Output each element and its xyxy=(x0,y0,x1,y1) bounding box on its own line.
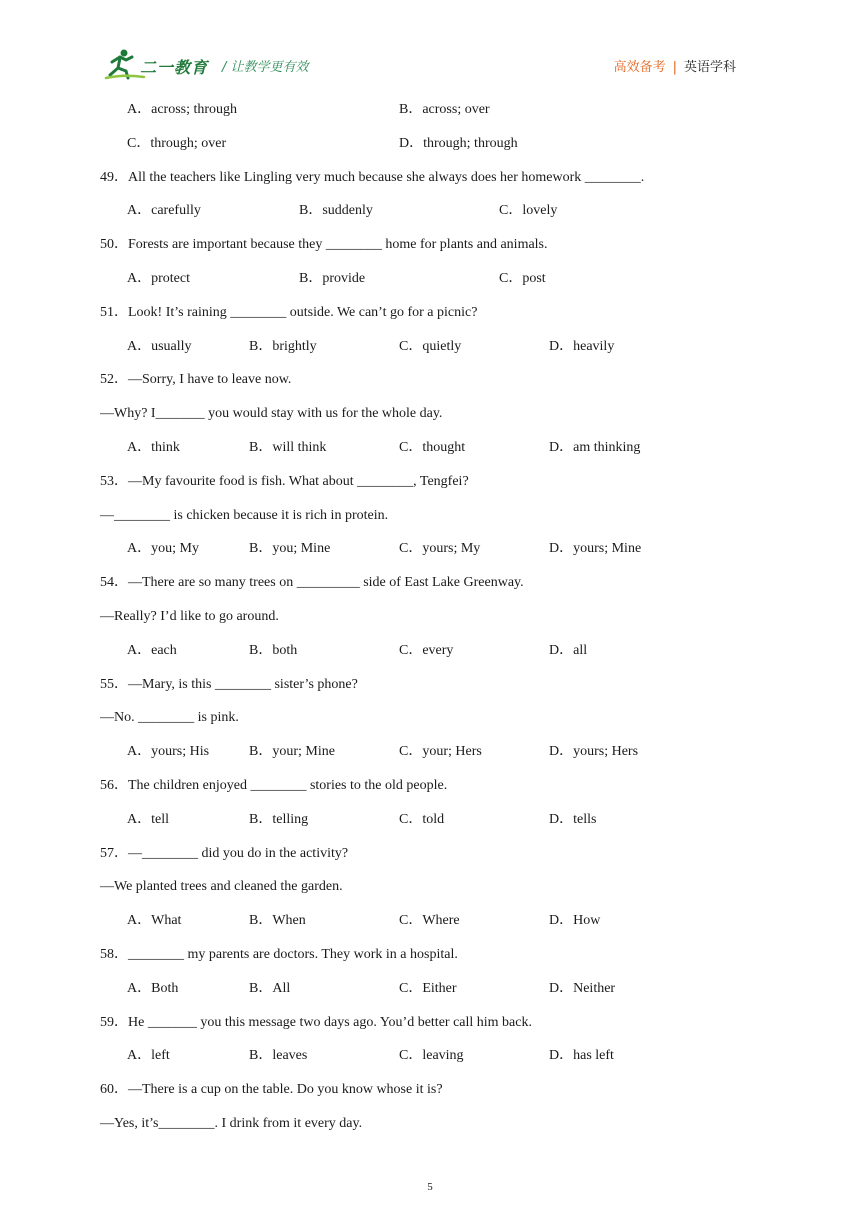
header-subject: 英语学科 xyxy=(683,60,736,75)
answer-option: C．quietly xyxy=(399,338,462,354)
answer-option: D．has left xyxy=(549,1048,614,1064)
question-line: —Really? I’d like to go around. xyxy=(100,608,279,624)
answer-option: B．you; Mine xyxy=(249,541,331,557)
question-line: 54．—There are so many trees on _________ side of East Lake Greenway. xyxy=(100,575,524,591)
answer-option: B．provide xyxy=(299,270,366,286)
answer-option: D．through; through xyxy=(399,135,518,151)
answer-option: B．When xyxy=(249,913,306,929)
answer-option: B．telling xyxy=(249,811,309,827)
answer-option: A．you; My xyxy=(127,541,199,557)
question-line: —No. ________ is pink. xyxy=(100,710,239,726)
answer-option: C．Either xyxy=(399,980,457,996)
answer-option: B．brightly xyxy=(249,338,317,354)
options-row xyxy=(100,431,760,465)
options-row xyxy=(100,1039,760,1073)
question-line: 59．He _______ you this message two days ago. You’d better call him back. xyxy=(100,1014,532,1030)
answer-option: D．yours; Hers xyxy=(549,744,639,760)
answer-option: D．am thinking xyxy=(549,439,641,455)
question-line: 56．The children enjoyed ________ stories to the old people. xyxy=(100,777,448,793)
answer-option: A．carefully xyxy=(127,203,201,219)
answer-option: A．think xyxy=(127,439,180,455)
answer-option: C．Where xyxy=(399,913,460,929)
options-row xyxy=(100,194,760,228)
answer-option: A．What xyxy=(127,913,182,929)
slogan: / 让教学更有效 xyxy=(222,60,309,75)
options-row xyxy=(100,803,760,837)
answer-option: C．told xyxy=(399,811,445,827)
answer-option: A．yours; His xyxy=(127,744,210,760)
question-line: —Yes, it’s________. I drink from it every day. xyxy=(100,1115,363,1131)
question-line: 60．—There is a cup on the table. Do you know whose it is? xyxy=(100,1082,443,1098)
options-row xyxy=(100,904,760,938)
answer-option: D．heavily xyxy=(549,338,615,354)
options-row xyxy=(100,93,760,127)
question-line: 58．________ my parents are doctors. They work in a hospital. xyxy=(100,946,458,962)
answer-option: D．Neither xyxy=(549,980,616,996)
question-line: —Why? I_______ you would stay with us for the whole day. xyxy=(100,406,443,422)
answer-option: C．your; Hers xyxy=(399,744,482,760)
answer-option: A．left xyxy=(127,1048,170,1064)
answer-option: C．leaving xyxy=(399,1048,464,1064)
answer-option: A．Both xyxy=(127,980,179,996)
answer-option: D．all xyxy=(549,642,588,658)
answer-option: A．across; through xyxy=(127,102,238,117)
options-row xyxy=(100,262,760,296)
options-row xyxy=(100,735,760,769)
answer-option: C．post xyxy=(499,270,546,286)
answer-option: C．through; over xyxy=(127,135,227,151)
question-line: 50．Forests are important because they ________ home for plants and animals. xyxy=(100,237,548,253)
answer-option: A．protect xyxy=(127,270,190,286)
header-separator: | xyxy=(672,60,677,75)
answer-option: B．across; over xyxy=(399,102,490,117)
question-line: —________ is chicken because it is rich in protein. xyxy=(100,507,389,523)
answer-option: D．How xyxy=(549,913,601,929)
question-line: 52．—Sorry, I have to leave now. xyxy=(100,372,292,388)
header-highlight: 高效备考 xyxy=(613,60,666,75)
answer-option: B．All xyxy=(249,980,291,996)
answer-option: B．leaves xyxy=(249,1048,308,1064)
options-row xyxy=(100,972,760,1006)
answer-option: D．yours; Mine xyxy=(549,541,642,557)
answer-option: B．your; Mine xyxy=(249,744,335,760)
answer-option: A．tell xyxy=(127,811,169,827)
options-row xyxy=(100,532,760,566)
options-row xyxy=(100,127,760,161)
answer-option: C．every xyxy=(399,642,454,658)
question-line: 51．Look! It’s raining ________ outside. We can’t go for a picnic? xyxy=(100,304,478,320)
question-line: 49．All the teachers like Lingling very much because she always does her homework ________. xyxy=(100,169,645,185)
question-line: 53．—My favourite food is fish. What about ________, Tengfei? xyxy=(100,473,469,489)
options-row xyxy=(100,330,760,364)
question-list xyxy=(100,93,760,1141)
page-number: 5 xyxy=(427,1181,433,1193)
page-header xyxy=(0,0,860,90)
options-row xyxy=(100,634,760,668)
answer-option: B．both xyxy=(249,642,298,658)
answer-option: C．lovely xyxy=(499,203,558,219)
answer-option: B．will think xyxy=(249,439,327,455)
question-line: 57．—________ did you do in the activity? xyxy=(100,845,349,861)
header-right xyxy=(614,56,736,75)
answer-option: C．thought xyxy=(399,439,466,455)
answer-option: A．usually xyxy=(127,338,192,354)
answer-option: D．tells xyxy=(549,811,597,827)
logo-text: 二一教育 xyxy=(140,58,209,77)
answer-option: B．suddenly xyxy=(299,203,373,219)
question-line: 55．—Mary, is this ________ sister’s phone? xyxy=(100,676,358,692)
question-line: —We planted trees and cleaned the garden. xyxy=(100,879,343,895)
answer-option: C．yours; My xyxy=(399,541,481,557)
answer-option: A．each xyxy=(127,642,177,658)
